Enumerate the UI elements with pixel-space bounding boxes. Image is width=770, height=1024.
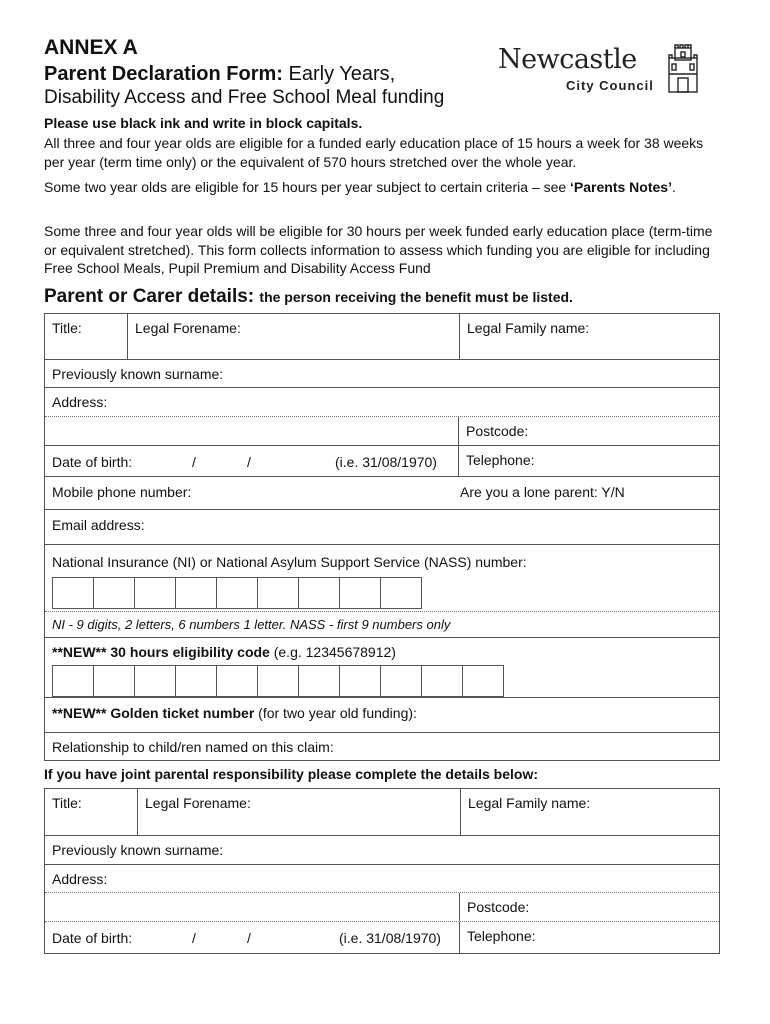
ni-note-row xyxy=(45,612,719,638)
forename-label: Legal Forename: xyxy=(135,320,241,336)
address-field[interactable] xyxy=(45,388,719,417)
dob-field[interactable] xyxy=(45,446,458,476)
golden-ticket-label xyxy=(52,705,417,721)
para2-post: . xyxy=(671,179,676,195)
golden-new-tag: **NEW** xyxy=(52,705,107,721)
email-field[interactable] xyxy=(45,510,719,545)
ni-box[interactable] xyxy=(134,577,176,609)
joint-dob-separator-1: / xyxy=(192,930,196,946)
ni-box[interactable] xyxy=(52,577,94,609)
ni-boxes xyxy=(52,577,421,609)
code-box[interactable] xyxy=(421,665,463,697)
family-name-field[interactable] xyxy=(459,314,719,359)
parent-details-form xyxy=(44,313,720,761)
parents-notes-ref: ‘Parents Notes’ xyxy=(570,179,672,195)
form-title-bold: Parent Declaration Form: xyxy=(44,63,283,85)
dob-label: Date of birth: xyxy=(52,454,133,470)
joint-postcode-field[interactable] xyxy=(459,893,719,921)
eligibility-code-label xyxy=(52,644,396,660)
code-box[interactable] xyxy=(52,665,94,697)
golden-ticket-rest: (for two year old funding): xyxy=(254,705,417,721)
dob-example: (i.e. 31/08/1970) xyxy=(335,454,437,470)
mobile-row xyxy=(45,477,719,510)
golden-ticket-field[interactable] xyxy=(45,698,719,733)
joint-forename-field[interactable] xyxy=(137,789,460,835)
joint-dob-label: Date of birth: xyxy=(52,930,133,946)
family-name-label: Legal Family name: xyxy=(467,320,590,336)
ni-box[interactable] xyxy=(380,577,422,609)
form-subtitle: Disability Access and Free School Meal funding xyxy=(44,87,445,108)
form-title xyxy=(44,62,395,86)
logo-name: Newcastle xyxy=(498,44,637,75)
intro-paragraph-3: Some three and four year olds will be eligible for 30 hours per week funded early education place (term-time or equivalent stretched). This form collects information to assess which funding you are eligible for including Free School Meals, Pupil Premium and Disability Access Fund xyxy=(44,223,713,276)
joint-name-row xyxy=(45,789,719,836)
joint-title-label: Title: xyxy=(52,795,82,811)
telephone-label: Telephone: xyxy=(466,452,535,468)
instruction-text: Please use black ink and write in block capitals. xyxy=(44,115,363,131)
section-heading-note: the person receiving the benefit must be listed. xyxy=(259,289,573,305)
golden-ticket-bold: Golden ticket number xyxy=(106,705,255,721)
postcode-label: Postcode: xyxy=(466,423,529,439)
telephone-field[interactable] xyxy=(458,446,719,476)
code-box[interactable] xyxy=(380,665,422,697)
code-box[interactable] xyxy=(257,665,299,697)
joint-address-label: Address: xyxy=(52,871,108,887)
joint-family-name-label: Legal Family name: xyxy=(468,795,591,811)
joint-parent-form xyxy=(44,788,720,954)
eligibility-new-tag: **NEW** xyxy=(52,644,107,660)
joint-family-name-field[interactable] xyxy=(460,789,719,835)
logo-subname: City Council xyxy=(566,78,654,93)
ni-box[interactable] xyxy=(93,577,135,609)
joint-prev-surname-field[interactable] xyxy=(45,836,719,865)
title-label: Title: xyxy=(52,320,82,336)
dob-telephone-row xyxy=(45,446,719,477)
prev-surname-field[interactable] xyxy=(45,360,719,388)
eligibility-code-boxes xyxy=(52,665,503,697)
ni-box[interactable] xyxy=(298,577,340,609)
eligibility-code-bold: 30 hours eligibility code xyxy=(106,644,270,660)
ni-label: National Insurance (NI) or National Asylum Support Service (NASS) number: xyxy=(52,554,527,570)
castle-icon xyxy=(666,44,700,94)
section-heading xyxy=(44,286,573,308)
joint-forename-label: Legal Forename: xyxy=(145,795,251,811)
mobile-field[interactable] xyxy=(45,477,453,509)
joint-address-field[interactable] xyxy=(45,865,719,893)
joint-address-postcode-row xyxy=(45,893,719,922)
eligibility-code-row xyxy=(45,638,719,698)
code-box[interactable] xyxy=(216,665,258,697)
para2-pre: Some two year olds are eligible for 15 hours per year subject to certain criteria – see xyxy=(44,179,571,195)
joint-telephone-label: Telephone: xyxy=(467,928,536,944)
council-logo xyxy=(496,44,702,100)
joint-title-field[interactable] xyxy=(45,789,137,835)
lone-parent-field[interactable] xyxy=(453,477,719,509)
intro-paragraph-2 xyxy=(44,178,724,197)
code-box[interactable] xyxy=(134,665,176,697)
email-label: Email address: xyxy=(52,517,145,533)
joint-postcode-label: Postcode: xyxy=(467,899,530,915)
annex-label: ANNEX A xyxy=(44,36,138,59)
ni-box[interactable] xyxy=(175,577,217,609)
form-title-rest: Early Years, xyxy=(282,63,396,85)
mobile-label: Mobile phone number: xyxy=(52,484,192,500)
joint-dob-telephone-row xyxy=(45,922,719,953)
name-row xyxy=(45,314,719,360)
intro-paragraph-1: All three and four year olds are eligible for a funded early education place of 15 hours a week for 38 weeks per year (term time only) or the equivalent of 570 hours stretched over the whole year. xyxy=(44,135,704,170)
joint-responsibility-heading: If you have joint parental responsibility please complete the details below: xyxy=(44,766,539,782)
eligibility-code-example: (e.g. 12345678912) xyxy=(269,644,396,660)
relationship-field[interactable] xyxy=(45,733,719,760)
address-label: Address: xyxy=(52,394,108,410)
ni-row xyxy=(45,545,719,612)
joint-prev-surname-label: Previously known surname: xyxy=(52,842,224,858)
ni-note: NI - 9 digits, 2 letters, 6 numbers 1 letter. NASS - first 9 numbers only xyxy=(52,617,451,632)
code-box[interactable] xyxy=(175,665,217,697)
joint-telephone-field[interactable] xyxy=(459,922,719,953)
lone-parent-label: Are you a lone parent: Y/N xyxy=(460,484,625,500)
joint-dob-example: (i.e. 31/08/1970) xyxy=(339,930,441,946)
dob-separator-2: / xyxy=(247,454,251,470)
dob-separator-1: / xyxy=(192,454,196,470)
joint-dob-field[interactable] xyxy=(45,922,459,953)
title-field[interactable] xyxy=(45,314,127,359)
code-box[interactable] xyxy=(339,665,381,697)
ni-box[interactable] xyxy=(339,577,381,609)
code-box[interactable] xyxy=(462,665,504,697)
relationship-label: Relationship to child/ren named on this claim: xyxy=(52,739,334,755)
postcode-field[interactable] xyxy=(458,417,719,445)
forename-field[interactable] xyxy=(127,314,459,359)
joint-dob-separator-2: / xyxy=(247,930,251,946)
section-heading-title: Parent or Carer details: xyxy=(44,286,255,307)
ni-box[interactable] xyxy=(216,577,258,609)
address-postcode-row xyxy=(45,417,719,446)
ni-box[interactable] xyxy=(257,577,299,609)
prev-surname-label: Previously known surname: xyxy=(52,366,224,382)
code-box[interactable] xyxy=(298,665,340,697)
code-box[interactable] xyxy=(93,665,135,697)
